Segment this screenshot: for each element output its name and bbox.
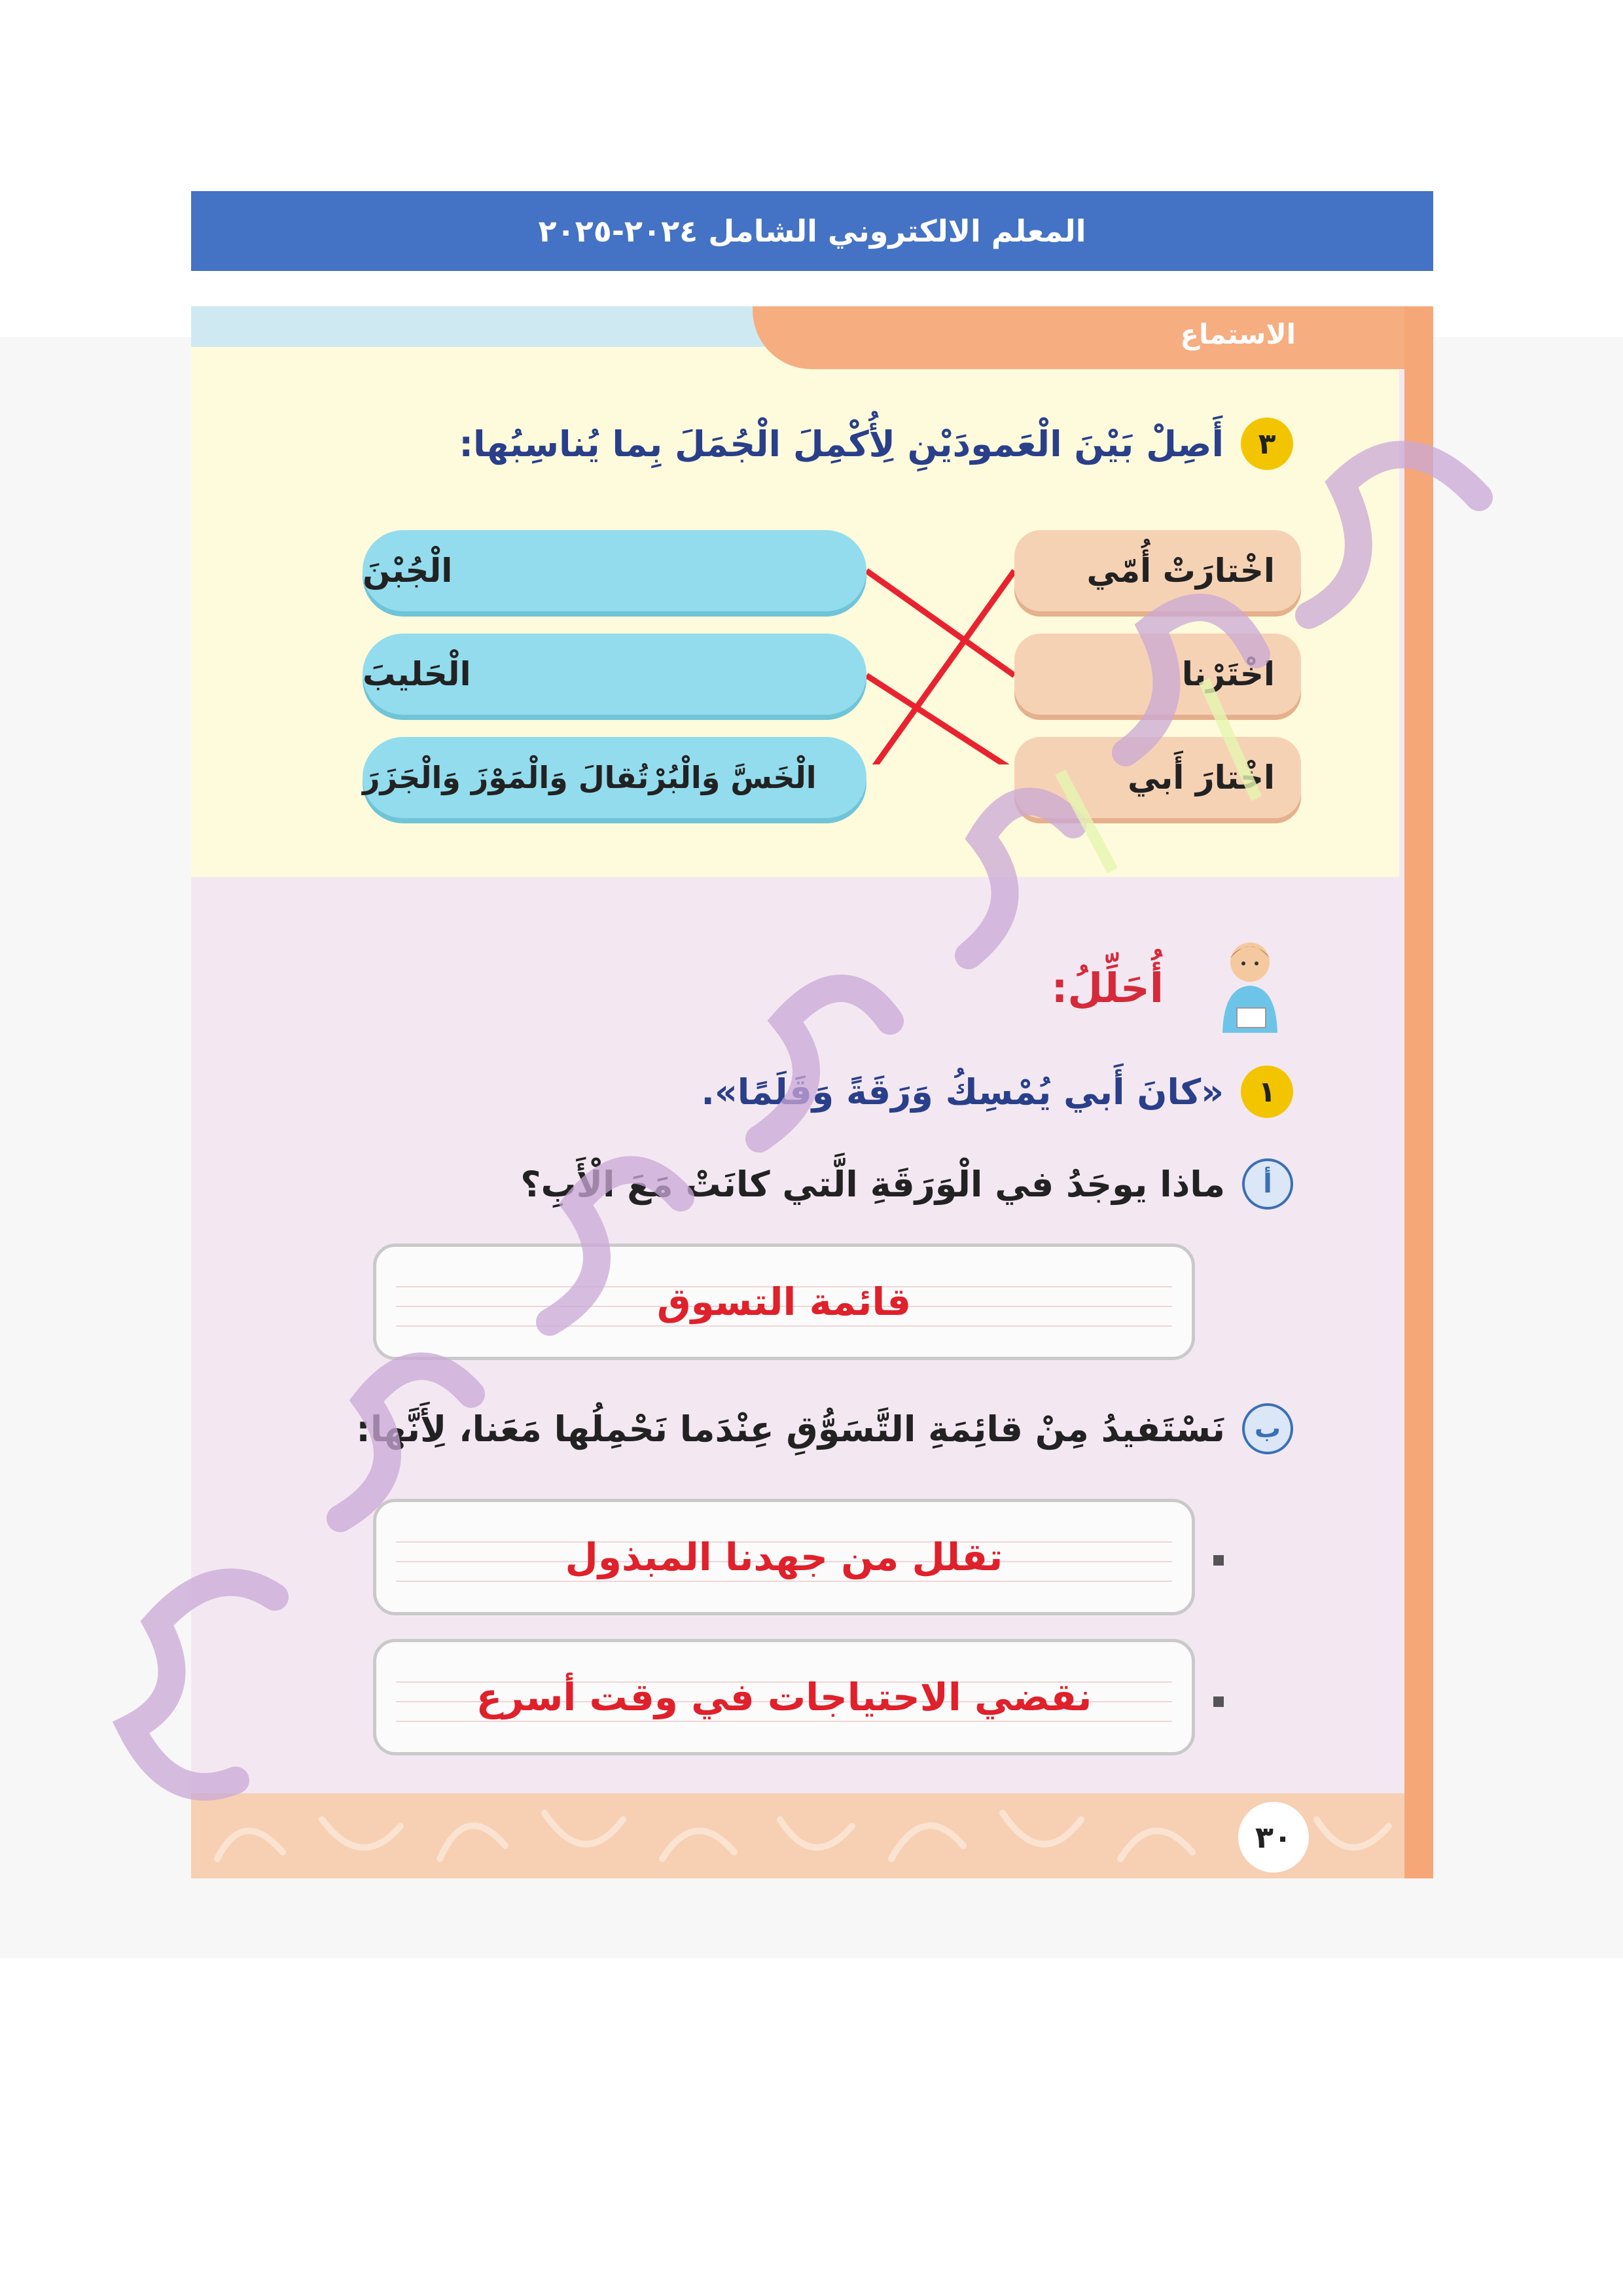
matching-lines — [866, 548, 1014, 764]
right-item-we-chose[interactable]: اخْتَرْنا — [1014, 634, 1301, 715]
right-item-father-chose[interactable]: اخْتارَ أَبي — [1014, 737, 1301, 818]
right-item-mother-chose[interactable]: اخْتارَتْ أُمّي — [1014, 530, 1301, 611]
question-1-row — [701, 1066, 1293, 1118]
answer-a-box[interactable] — [373, 1244, 1195, 1360]
answer-b2-text: نقضي الاحتياجات في وقت أسرع — [476, 1675, 1092, 1719]
header-banner — [191, 191, 1433, 271]
analyze-heading: أُحَلِّلُ: — [1051, 964, 1164, 1012]
bullet-1 — [1213, 1555, 1224, 1566]
exercise-3-number: ٣ — [1241, 418, 1293, 470]
answer-a-text: قائمة التسوق — [656, 1280, 912, 1324]
right-edge-bar — [1404, 306, 1433, 1878]
answer-b2-box[interactable] — [373, 1639, 1195, 1755]
question-b-text: نَسْتَفيدُ مِنْ قائِمَةِ التَّسَوُّقِ عِنْدَما نَحْمِلُها مَعَنا، لِأَنَّها: — [356, 1408, 1225, 1450]
exercise-3-instruction: أَصِلْ بَيْنَ الْعَمودَيْنِ لِأُكْمِلَ الْجُمَلَ بِما يُناسِبُها: — [459, 423, 1224, 465]
textbook-page — [191, 306, 1433, 1878]
page-footer-pattern — [191, 1793, 1404, 1878]
section-tab-label: الاستماع — [1180, 318, 1296, 350]
section-tab — [753, 306, 1433, 369]
left-item-cheese[interactable]: الْجُبْنَ — [363, 530, 866, 611]
answer-b1-text: تقلل من جهدنا المبذول — [565, 1535, 1003, 1579]
line-mother-to-vegetables — [866, 571, 1014, 764]
banner-title: المعلم الالكتروني الشامل ٢٠٢٤-٢٠٢٥ — [538, 213, 1086, 249]
student-icon — [1211, 935, 1289, 1039]
bullet-2 — [1213, 1696, 1224, 1707]
exercise-3-instruction-row — [459, 418, 1293, 470]
line-we-to-cheese — [866, 571, 1014, 675]
question-1-quote: «كانَ أَبي يُمْسِكُ وَرَقَةً وَقَلَمًا». — [701, 1071, 1224, 1113]
question-1-number: ١ — [1241, 1066, 1293, 1118]
question-a-label: أ — [1242, 1158, 1293, 1210]
left-item-milk[interactable]: الْحَليبَ — [363, 634, 866, 715]
question-a-text: ماذا يوجَدُ في الْوَرَقَةِ الَّتي كانَتْ مَعَ الْأَبِ؟ — [520, 1163, 1225, 1205]
page-number: ٣٠ — [1238, 1802, 1309, 1873]
question-a-row — [520, 1158, 1293, 1210]
question-b-row — [356, 1403, 1293, 1454]
question-b-label: ب — [1242, 1403, 1293, 1454]
left-item-vegetables[interactable]: الْخَسَّ وَالْبُرْتُقالَ وَالْمَوْزَ وَالْجَزَرَ — [363, 737, 866, 818]
answer-b1-box[interactable] — [373, 1499, 1195, 1615]
